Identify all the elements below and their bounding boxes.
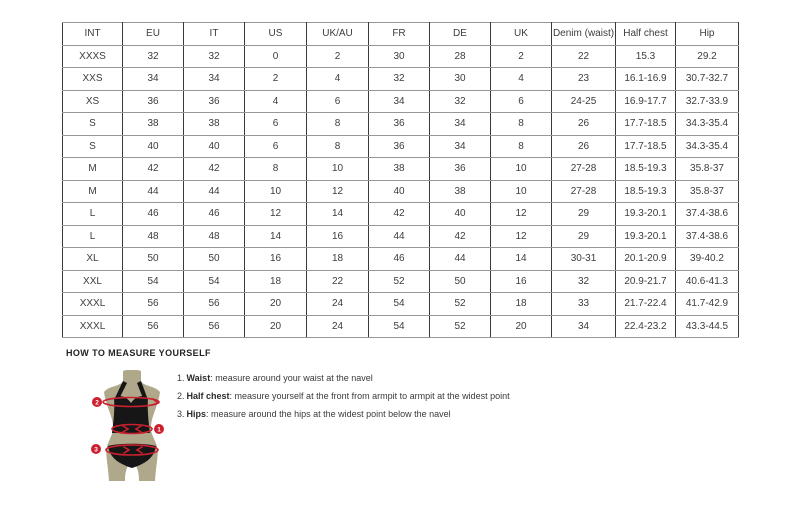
table-cell: 23	[552, 68, 616, 91]
table-cell: 42	[430, 225, 491, 248]
table-cell: 34	[184, 68, 245, 91]
table-cell: 8	[307, 113, 369, 136]
table-cell: 32.7-33.9	[676, 90, 739, 113]
table-cell: 20	[491, 315, 552, 338]
table-cell: 43.3-44.5	[676, 315, 739, 338]
table-cell: 46	[123, 203, 184, 226]
table-cell: 39-40.2	[676, 248, 739, 271]
column-header: FR	[369, 23, 430, 46]
table-cell: 38	[123, 113, 184, 136]
table-cell: 28	[430, 45, 491, 68]
table-cell: 32	[184, 45, 245, 68]
table-cell: XL	[63, 248, 123, 271]
marker-hips	[91, 444, 101, 454]
measure-steps	[177, 369, 510, 423]
table-cell: 0	[245, 45, 307, 68]
table-row	[63, 248, 739, 271]
table-cell: 24	[307, 315, 369, 338]
table-cell: 6	[307, 90, 369, 113]
table-cell: 16	[245, 248, 307, 271]
table-cell: 10	[307, 158, 369, 181]
table-cell: 4	[307, 68, 369, 91]
table-cell: 34	[369, 90, 430, 113]
table-cell: 38	[184, 113, 245, 136]
table-cell: 30	[369, 45, 430, 68]
table-cell: 42	[123, 158, 184, 181]
table-cell: L	[63, 203, 123, 226]
table-cell: 8	[491, 135, 552, 158]
table-cell: 2	[307, 45, 369, 68]
table-cell: 35.8-37	[676, 158, 739, 181]
table-cell: 15.3	[616, 45, 676, 68]
table-cell: 54	[369, 293, 430, 316]
table-cell: 32	[552, 270, 616, 293]
table-cell: 34	[552, 315, 616, 338]
table-cell: 8	[491, 113, 552, 136]
table-cell: M	[63, 180, 123, 203]
table-cell: XXXL	[63, 315, 123, 338]
table-cell: 10	[245, 180, 307, 203]
table-row	[63, 135, 739, 158]
table-cell: XXXS	[63, 45, 123, 68]
table-cell: 56	[123, 293, 184, 316]
table-cell: 18	[491, 293, 552, 316]
table-cell: 24	[307, 293, 369, 316]
table-cell: 44	[430, 248, 491, 271]
table-cell: 36	[184, 90, 245, 113]
table-cell: 19.3-20.1	[616, 225, 676, 248]
table-cell: 14	[245, 225, 307, 248]
table-cell: 6	[491, 90, 552, 113]
table-row	[63, 45, 739, 68]
step-label: Half chest	[186, 391, 230, 401]
table-cell: 56	[184, 293, 245, 316]
table-cell: 32	[123, 45, 184, 68]
table-cell: 12	[491, 203, 552, 226]
step-number: 3.	[177, 409, 185, 419]
size-chart-table	[62, 22, 739, 338]
table-cell: 12	[245, 203, 307, 226]
table-cell: 17.7-18.5	[616, 135, 676, 158]
table-cell: 34	[430, 135, 491, 158]
table-row	[63, 315, 739, 338]
marker-1-label: 1	[157, 426, 161, 434]
table-cell: M	[63, 158, 123, 181]
table-cell: 34	[430, 113, 491, 136]
table-cell: 35.8-37	[676, 180, 739, 203]
table-cell: 52	[430, 315, 491, 338]
table-cell: 8	[245, 158, 307, 181]
step-text: : measure around your waist at the navel	[210, 373, 373, 383]
table-cell: 4	[491, 68, 552, 91]
table-cell: 4	[245, 90, 307, 113]
table-cell: 2	[245, 68, 307, 91]
table-cell: S	[63, 113, 123, 136]
table-cell: 6	[245, 135, 307, 158]
table-cell: 34.3-35.4	[676, 135, 739, 158]
table-row	[63, 225, 739, 248]
table-row	[63, 113, 739, 136]
table-cell: 8	[307, 135, 369, 158]
table-cell: 56	[123, 315, 184, 338]
size-chart-header-row	[63, 23, 739, 46]
table-cell: 40	[369, 180, 430, 203]
marker-waist	[154, 424, 164, 434]
marker-3-label: 3	[94, 446, 98, 454]
table-cell: 26	[552, 113, 616, 136]
table-cell: 52	[430, 293, 491, 316]
table-cell: 50	[184, 248, 245, 271]
table-cell: 16	[307, 225, 369, 248]
table-cell: 37.4-38.6	[676, 225, 739, 248]
table-cell: XS	[63, 90, 123, 113]
table-cell: 20.1-20.9	[616, 248, 676, 271]
table-cell: 52	[369, 270, 430, 293]
table-cell: 54	[123, 270, 184, 293]
column-header: US	[245, 23, 307, 46]
table-cell: 19.3-20.1	[616, 203, 676, 226]
table-cell: 16	[491, 270, 552, 293]
table-cell: 26	[552, 135, 616, 158]
table-cell: 54	[369, 315, 430, 338]
table-cell: 40	[430, 203, 491, 226]
table-cell: 17.7-18.5	[616, 113, 676, 136]
table-cell: 48	[184, 225, 245, 248]
table-cell: 27-28	[552, 180, 616, 203]
table-row	[63, 158, 739, 181]
table-cell: 29.2	[676, 45, 739, 68]
table-cell: XXXL	[63, 293, 123, 316]
table-cell: 40	[123, 135, 184, 158]
mannequin-illustration	[80, 370, 192, 498]
step-text: : measure around the hips at the widest point below the navel	[206, 409, 451, 419]
table-row	[63, 90, 739, 113]
table-row	[63, 203, 739, 226]
table-cell: 44	[184, 180, 245, 203]
measure-step-hips	[177, 405, 510, 423]
table-cell: 34.3-35.4	[676, 113, 739, 136]
table-cell: 14	[307, 203, 369, 226]
table-cell: 36	[430, 158, 491, 181]
table-cell: 50	[123, 248, 184, 271]
table-cell: 20	[245, 293, 307, 316]
step-number: 1.	[177, 373, 185, 383]
column-header: IT	[184, 23, 245, 46]
table-cell: 46	[369, 248, 430, 271]
step-number: 2.	[177, 391, 185, 401]
table-cell: 12	[491, 225, 552, 248]
table-row	[63, 270, 739, 293]
table-row	[63, 68, 739, 91]
column-header: UK/AU	[307, 23, 369, 46]
table-cell: 36	[123, 90, 184, 113]
column-header: Half chest	[616, 23, 676, 46]
step-label: Hips	[186, 409, 207, 419]
table-cell: 44	[123, 180, 184, 203]
table-cell: 46	[184, 203, 245, 226]
table-cell: 34	[123, 68, 184, 91]
table-cell: 18	[307, 248, 369, 271]
table-cell: 18.5-19.3	[616, 158, 676, 181]
table-cell: S	[63, 135, 123, 158]
table-cell: 42	[184, 158, 245, 181]
table-cell: 42	[369, 203, 430, 226]
table-row	[63, 293, 739, 316]
table-cell: 21.7-22.4	[616, 293, 676, 316]
how-to-measure-title: HOW TO MEASURE YOURSELF	[66, 348, 211, 358]
table-cell: 40.6-41.3	[676, 270, 739, 293]
table-cell: 30.7-32.7	[676, 68, 739, 91]
measurement-figure	[80, 370, 192, 498]
table-row	[63, 180, 739, 203]
measure-step-waist	[177, 369, 510, 387]
table-cell: 27-28	[552, 158, 616, 181]
table-cell: 36	[369, 135, 430, 158]
table-cell: 18.5-19.3	[616, 180, 676, 203]
measure-step-half-chest	[177, 387, 510, 405]
table-cell: 20	[245, 315, 307, 338]
table-cell: 54	[184, 270, 245, 293]
table-cell: 33	[552, 293, 616, 316]
column-header: Hip	[676, 23, 739, 46]
column-header: DE	[430, 23, 491, 46]
table-cell: 16.1-16.9	[616, 68, 676, 91]
table-cell: 32	[430, 90, 491, 113]
table-cell: 20.9-21.7	[616, 270, 676, 293]
table-cell: 48	[123, 225, 184, 248]
size-chart-body	[63, 45, 739, 338]
column-header: UK	[491, 23, 552, 46]
table-cell: 30	[430, 68, 491, 91]
table-cell: 22	[307, 270, 369, 293]
step-text: : measure yourself at the front from armpit to armpit at the widest point	[229, 391, 510, 401]
table-cell: 29	[552, 203, 616, 226]
table-cell: 32	[369, 68, 430, 91]
marker-half-chest	[92, 397, 102, 407]
table-cell: XXL	[63, 270, 123, 293]
table-cell: 37.4-38.6	[676, 203, 739, 226]
table-cell: 30-31	[552, 248, 616, 271]
column-header: EU	[123, 23, 184, 46]
column-header: INT	[63, 23, 123, 46]
step-label: Waist	[186, 373, 211, 383]
table-cell: 18	[245, 270, 307, 293]
table-cell: 6	[245, 113, 307, 136]
table-cell: 12	[307, 180, 369, 203]
table-cell: 2	[491, 45, 552, 68]
table-cell: 24-25	[552, 90, 616, 113]
table-cell: L	[63, 225, 123, 248]
table-cell: 10	[491, 180, 552, 203]
table-cell: XXS	[63, 68, 123, 91]
table-cell: 14	[491, 248, 552, 271]
table-cell: 40	[184, 135, 245, 158]
table-cell: 16.9-17.7	[616, 90, 676, 113]
table-cell: 41.7-42.9	[676, 293, 739, 316]
table-cell: 38	[369, 158, 430, 181]
table-cell: 10	[491, 158, 552, 181]
size-chart	[62, 22, 739, 338]
column-header: Denim (waist)	[552, 23, 616, 46]
table-cell: 36	[369, 113, 430, 136]
table-cell: 50	[430, 270, 491, 293]
table-cell: 22	[552, 45, 616, 68]
table-cell: 44	[369, 225, 430, 248]
table-cell: 22.4-23.2	[616, 315, 676, 338]
table-cell: 29	[552, 225, 616, 248]
marker-2-label: 2	[95, 399, 99, 407]
table-cell: 56	[184, 315, 245, 338]
table-cell: 38	[430, 180, 491, 203]
